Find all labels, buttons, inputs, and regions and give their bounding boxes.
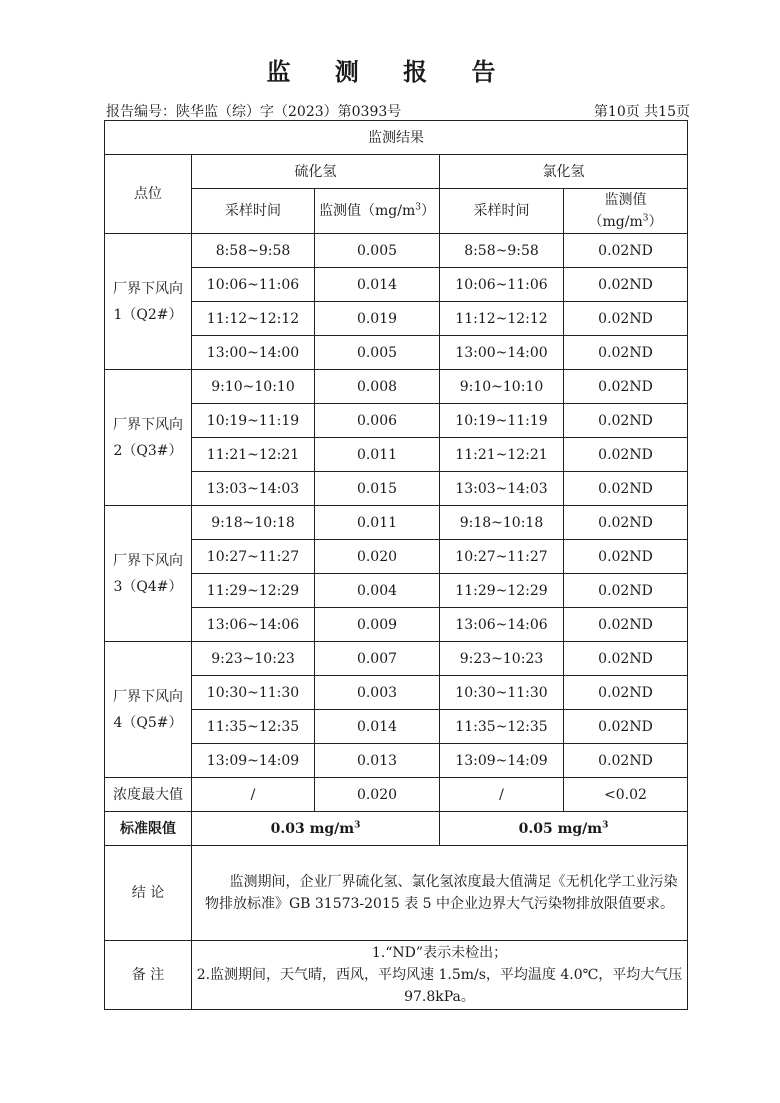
hcl-value-cell: 0.02ND bbox=[564, 472, 688, 506]
hcl-time-cell: 13:00~14:00 bbox=[440, 336, 564, 370]
table-row bbox=[105, 676, 688, 710]
hcl-value-cell: 0.02ND bbox=[564, 574, 688, 608]
hcl-time-cell: 11:21~12:21 bbox=[440, 438, 564, 472]
point-header: 点位 bbox=[105, 155, 192, 234]
h2s-time-cell: 13:09~14:09 bbox=[192, 744, 315, 778]
hcl-time-cell: 11:35~12:35 bbox=[440, 710, 564, 744]
table-row bbox=[105, 404, 688, 438]
table-row bbox=[105, 234, 688, 268]
notes-row bbox=[105, 941, 688, 1010]
hcl-value-cell: 0.02ND bbox=[564, 370, 688, 404]
max-h2s-time-cell: / bbox=[192, 778, 315, 812]
h2s-value-cell: 0.014 bbox=[315, 268, 440, 302]
h2s-value-cell: 0.011 bbox=[315, 438, 440, 472]
standard-limit-label: 标准限值 bbox=[105, 812, 192, 846]
table-row bbox=[105, 608, 688, 642]
table-row bbox=[105, 438, 688, 472]
hcl-value-header bbox=[564, 189, 688, 234]
h2s-value-cell: 0.013 bbox=[315, 744, 440, 778]
hcl-time-cell: 13:06~14:06 bbox=[440, 608, 564, 642]
h2s-time-cell: 10:06~11:06 bbox=[192, 268, 315, 302]
h2s-value-cell: 0.020 bbox=[315, 540, 440, 574]
max-h2s-value-cell: 0.020 bbox=[315, 778, 440, 812]
h2s-value-cell: 0.005 bbox=[315, 234, 440, 268]
h2s-time-cell: 9:23~10:23 bbox=[192, 642, 315, 676]
hcl-value-cell: 0.02ND bbox=[564, 302, 688, 336]
max-value-row bbox=[105, 778, 688, 812]
table-row bbox=[105, 370, 688, 404]
max-hcl-value-cell: <0.02 bbox=[564, 778, 688, 812]
hcl-time-cell: 10:06~11:06 bbox=[440, 268, 564, 302]
hcl-value-cell: 0.02ND bbox=[564, 642, 688, 676]
h2s-time-cell: 13:06~14:06 bbox=[192, 608, 315, 642]
point-cell bbox=[105, 234, 192, 370]
hcl-value-cell: 0.02ND bbox=[564, 710, 688, 744]
h2s-time-cell: 10:27~11:27 bbox=[192, 540, 315, 574]
hcl-limit-cell bbox=[440, 812, 688, 846]
table-row bbox=[105, 744, 688, 778]
point-name: 厂界下风向 bbox=[113, 280, 183, 297]
point-code: 4（Q5#） bbox=[113, 714, 183, 731]
conclusion-row bbox=[105, 846, 688, 941]
standard-limit-row bbox=[105, 812, 688, 846]
h2s-time-cell: 10:19~11:19 bbox=[192, 404, 315, 438]
hcl-value-cell: 0.02ND bbox=[564, 438, 688, 472]
notes-text bbox=[192, 941, 688, 1010]
table-row bbox=[105, 268, 688, 302]
h2s-value-cell: 0.019 bbox=[315, 302, 440, 336]
table-row bbox=[105, 472, 688, 506]
section-title-row bbox=[105, 121, 688, 155]
hcl-value-cell: 0.02ND bbox=[564, 540, 688, 574]
hcl-time-cell: 10:19~11:19 bbox=[440, 404, 564, 438]
h2s-limit-cell bbox=[192, 812, 440, 846]
table-row bbox=[105, 642, 688, 676]
header-row-2 bbox=[105, 189, 688, 234]
h2s-value-cell: 0.008 bbox=[315, 370, 440, 404]
h2s-time-cell: 11:29~12:29 bbox=[192, 574, 315, 608]
hcl-time-cell: 13:03~14:03 bbox=[440, 472, 564, 506]
results-table bbox=[104, 120, 688, 1010]
h2s-time-cell: 11:12~12:12 bbox=[192, 302, 315, 336]
h2s-value-header bbox=[315, 189, 440, 234]
unit-superscript: 3 bbox=[415, 202, 421, 213]
hcl-value-cell: 0.02ND bbox=[564, 234, 688, 268]
note-item: 2.监测期间，天气晴，西风，平均风速 1.5m/s，平均温度 4.0℃，平均大气压 97.8kPa。 bbox=[196, 967, 683, 1005]
hcl-sampling-time-header: 采样时间 bbox=[440, 189, 564, 234]
table-row bbox=[105, 710, 688, 744]
h2s-time-cell: 10:30~11:30 bbox=[192, 676, 315, 710]
h2s-limit-value: 0.03 mg/m bbox=[270, 820, 355, 837]
max-hcl-time-cell: / bbox=[440, 778, 564, 812]
value-label: 监测值（mg/m bbox=[588, 192, 647, 230]
conclusion-text: 监测期间，企业厂界硫化氢、氯化氢浓度最大值满足《无机化学工业污染物排放标准》GB 31573-2015 表 5 中企业边界大气污染物排放限值要求。 bbox=[192, 846, 688, 941]
header-row-1 bbox=[105, 155, 688, 189]
hcl-time-cell: 9:23~10:23 bbox=[440, 642, 564, 676]
hcl-header: 氯化氢 bbox=[440, 155, 688, 189]
hcl-time-cell: 9:18~10:18 bbox=[440, 506, 564, 540]
hcl-value-cell: 0.02ND bbox=[564, 744, 688, 778]
point-cell bbox=[105, 506, 192, 642]
hcl-time-cell: 8:58~9:58 bbox=[440, 234, 564, 268]
h2s-time-cell: 9:18~10:18 bbox=[192, 506, 315, 540]
page-info: 第10页 共15页 bbox=[593, 104, 690, 120]
h2s-value-cell: 0.009 bbox=[315, 608, 440, 642]
value-label: 监测值（mg/m bbox=[319, 203, 416, 219]
results-table-body bbox=[105, 121, 688, 1010]
hcl-value-cell: 0.02ND bbox=[564, 506, 688, 540]
hcl-time-cell: 11:12~12:12 bbox=[440, 302, 564, 336]
h2s-value-cell: 0.015 bbox=[315, 472, 440, 506]
point-name: 厂界下风向 bbox=[113, 552, 183, 569]
hcl-time-cell: 9:10~10:10 bbox=[440, 370, 564, 404]
table-row bbox=[105, 506, 688, 540]
hcl-value-cell: 0.02ND bbox=[564, 336, 688, 370]
h2s-value-cell: 0.004 bbox=[315, 574, 440, 608]
h2s-sampling-time-header: 采样时间 bbox=[192, 189, 315, 234]
h2s-time-cell: 9:10~10:10 bbox=[192, 370, 315, 404]
value-label-end: ） bbox=[648, 214, 663, 230]
max-value-label: 浓度最大值 bbox=[105, 778, 192, 812]
section-title: 监测结果 bbox=[105, 121, 688, 155]
value-label-end: ） bbox=[420, 203, 435, 219]
hcl-value-cell: 0.02ND bbox=[564, 268, 688, 302]
h2s-time-cell: 8:58~9:58 bbox=[192, 234, 315, 268]
point-name: 厂界下风向 bbox=[113, 688, 183, 705]
point-code: 3（Q4#） bbox=[113, 578, 183, 595]
page-title: 监 测 报 告 bbox=[266, 58, 514, 86]
unit-superscript: 3 bbox=[642, 213, 649, 224]
h2s-value-cell: 0.007 bbox=[315, 642, 440, 676]
point-code: 2（Q3#） bbox=[113, 442, 183, 459]
h2s-time-cell: 13:03~14:03 bbox=[192, 472, 315, 506]
hcl-time-cell: 13:09~14:09 bbox=[440, 744, 564, 778]
hcl-time-cell: 10:30~11:30 bbox=[440, 676, 564, 710]
point-cell bbox=[105, 642, 192, 778]
table-row bbox=[105, 540, 688, 574]
hcl-limit-value: 0.05 mg/m bbox=[518, 820, 603, 837]
point-name: 厂界下风向 bbox=[113, 416, 183, 433]
hcl-time-cell: 10:27~11:27 bbox=[440, 540, 564, 574]
notes-label: 备 注 bbox=[105, 941, 192, 1010]
unit-superscript: 3 bbox=[354, 819, 361, 830]
unit-superscript: 3 bbox=[602, 819, 609, 830]
table-row bbox=[105, 336, 688, 370]
note-item: 1.“ND”表示未检出； bbox=[371, 945, 508, 961]
conclusion-label: 结 论 bbox=[105, 846, 192, 941]
table-row bbox=[105, 302, 688, 336]
h2s-value-cell: 0.003 bbox=[315, 676, 440, 710]
hcl-value-cell: 0.02ND bbox=[564, 676, 688, 710]
h2s-time-cell: 13:00~14:00 bbox=[192, 336, 315, 370]
point-cell bbox=[105, 370, 192, 506]
point-code: 1（Q2#） bbox=[113, 306, 183, 323]
hcl-value-cell: 0.02ND bbox=[564, 608, 688, 642]
report-number: 报告编号：陕华监（综）字（2023）第0393号 bbox=[106, 104, 402, 120]
h2s-header: 硫化氢 bbox=[192, 155, 440, 189]
hcl-time-cell: 11:29~12:29 bbox=[440, 574, 564, 608]
table-row bbox=[105, 574, 688, 608]
h2s-time-cell: 11:35~12:35 bbox=[192, 710, 315, 744]
h2s-time-cell: 11:21~12:21 bbox=[192, 438, 315, 472]
h2s-value-cell: 0.011 bbox=[315, 506, 440, 540]
h2s-value-cell: 0.006 bbox=[315, 404, 440, 438]
h2s-value-cell: 0.014 bbox=[315, 710, 440, 744]
h2s-value-cell: 0.005 bbox=[315, 336, 440, 370]
hcl-value-cell: 0.02ND bbox=[564, 404, 688, 438]
